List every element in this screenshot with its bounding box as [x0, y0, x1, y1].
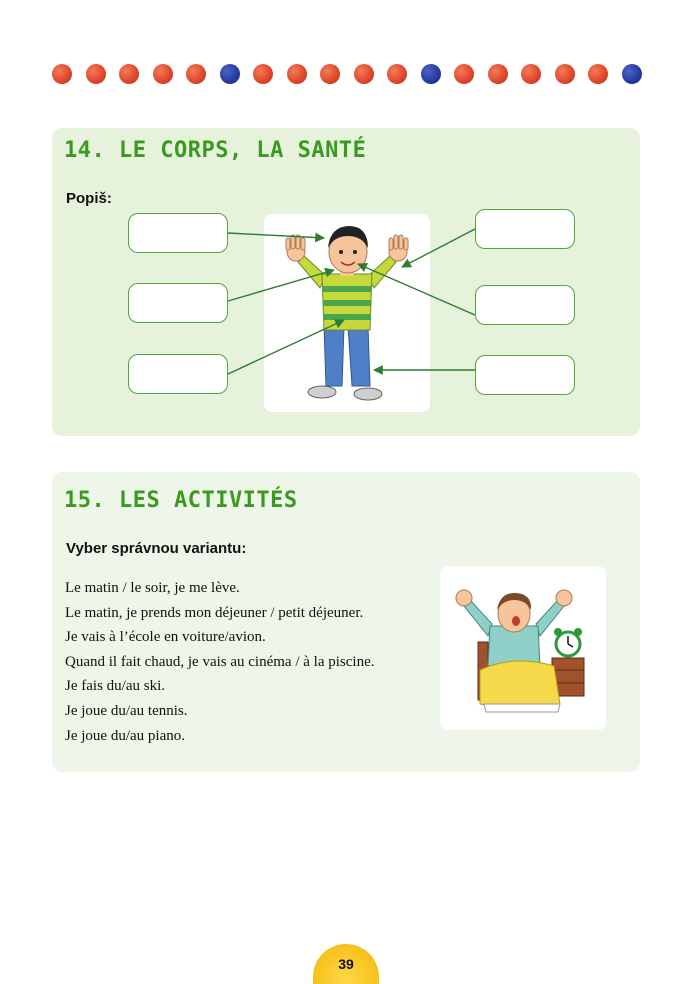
answer-box-right-2[interactable]: [475, 285, 575, 325]
red-dot: [186, 64, 206, 84]
red-dot: [86, 64, 106, 84]
sentence-item[interactable]: Je vais à l’école en voiture/avion.: [65, 629, 266, 646]
red-dot: [320, 64, 340, 84]
section-body-health: [52, 128, 640, 436]
boy-illustration: [264, 214, 430, 412]
answer-box-right-3[interactable]: [475, 355, 575, 395]
red-dot: [521, 64, 541, 84]
red-dot: [454, 64, 474, 84]
sentence-item[interactable]: Je fais du/au ski.: [65, 678, 165, 695]
red-dot: [153, 64, 173, 84]
boy-illustration-card: [264, 214, 430, 412]
waking-up-illustration: [440, 566, 606, 730]
decorative-dot-row: [52, 64, 642, 86]
sentence-item[interactable]: Je joue du/au piano.: [65, 727, 185, 744]
sentence-item[interactable]: Le matin, je prends mon déjeuner / petit déjeuner.: [65, 604, 364, 621]
red-dot: [588, 64, 608, 84]
waking-up-illustration-card: [440, 566, 606, 730]
sentence-list: [65, 576, 374, 748]
red-dot: [253, 64, 273, 84]
red-dot: [119, 64, 139, 84]
section-activities: [52, 472, 640, 772]
red-dot: [387, 64, 407, 84]
sentence-item[interactable]: Le matin / le soir, je me lève.: [65, 580, 240, 596]
red-dot: [287, 64, 307, 84]
section-heading: 15. LES ACTIVITÉS: [64, 488, 298, 513]
red-dot: [52, 64, 72, 84]
red-dot: [555, 64, 575, 84]
instruction-label: Vyber správnou variantu:: [66, 540, 247, 557]
answer-box-left-2[interactable]: [128, 283, 228, 323]
sentence-item[interactable]: Quand il fait chaud, je vais au cinéma / à la piscine.: [65, 653, 375, 670]
blue-dot: [622, 64, 642, 84]
answer-box-right-1[interactable]: [475, 209, 575, 249]
section-heading: 14. LE CORPS, LA SANTÉ: [64, 138, 367, 163]
sentence-item[interactable]: Je joue du/au tennis.: [65, 702, 188, 719]
red-dot: [488, 64, 508, 84]
blue-dot: [421, 64, 441, 84]
red-dot: [354, 64, 374, 84]
instruction-label: Popiš:: [66, 190, 112, 207]
page-number: 39: [313, 944, 379, 984]
answer-box-left-3[interactable]: [128, 354, 228, 394]
answer-box-left-1[interactable]: [128, 213, 228, 253]
blue-dot: [220, 64, 240, 84]
